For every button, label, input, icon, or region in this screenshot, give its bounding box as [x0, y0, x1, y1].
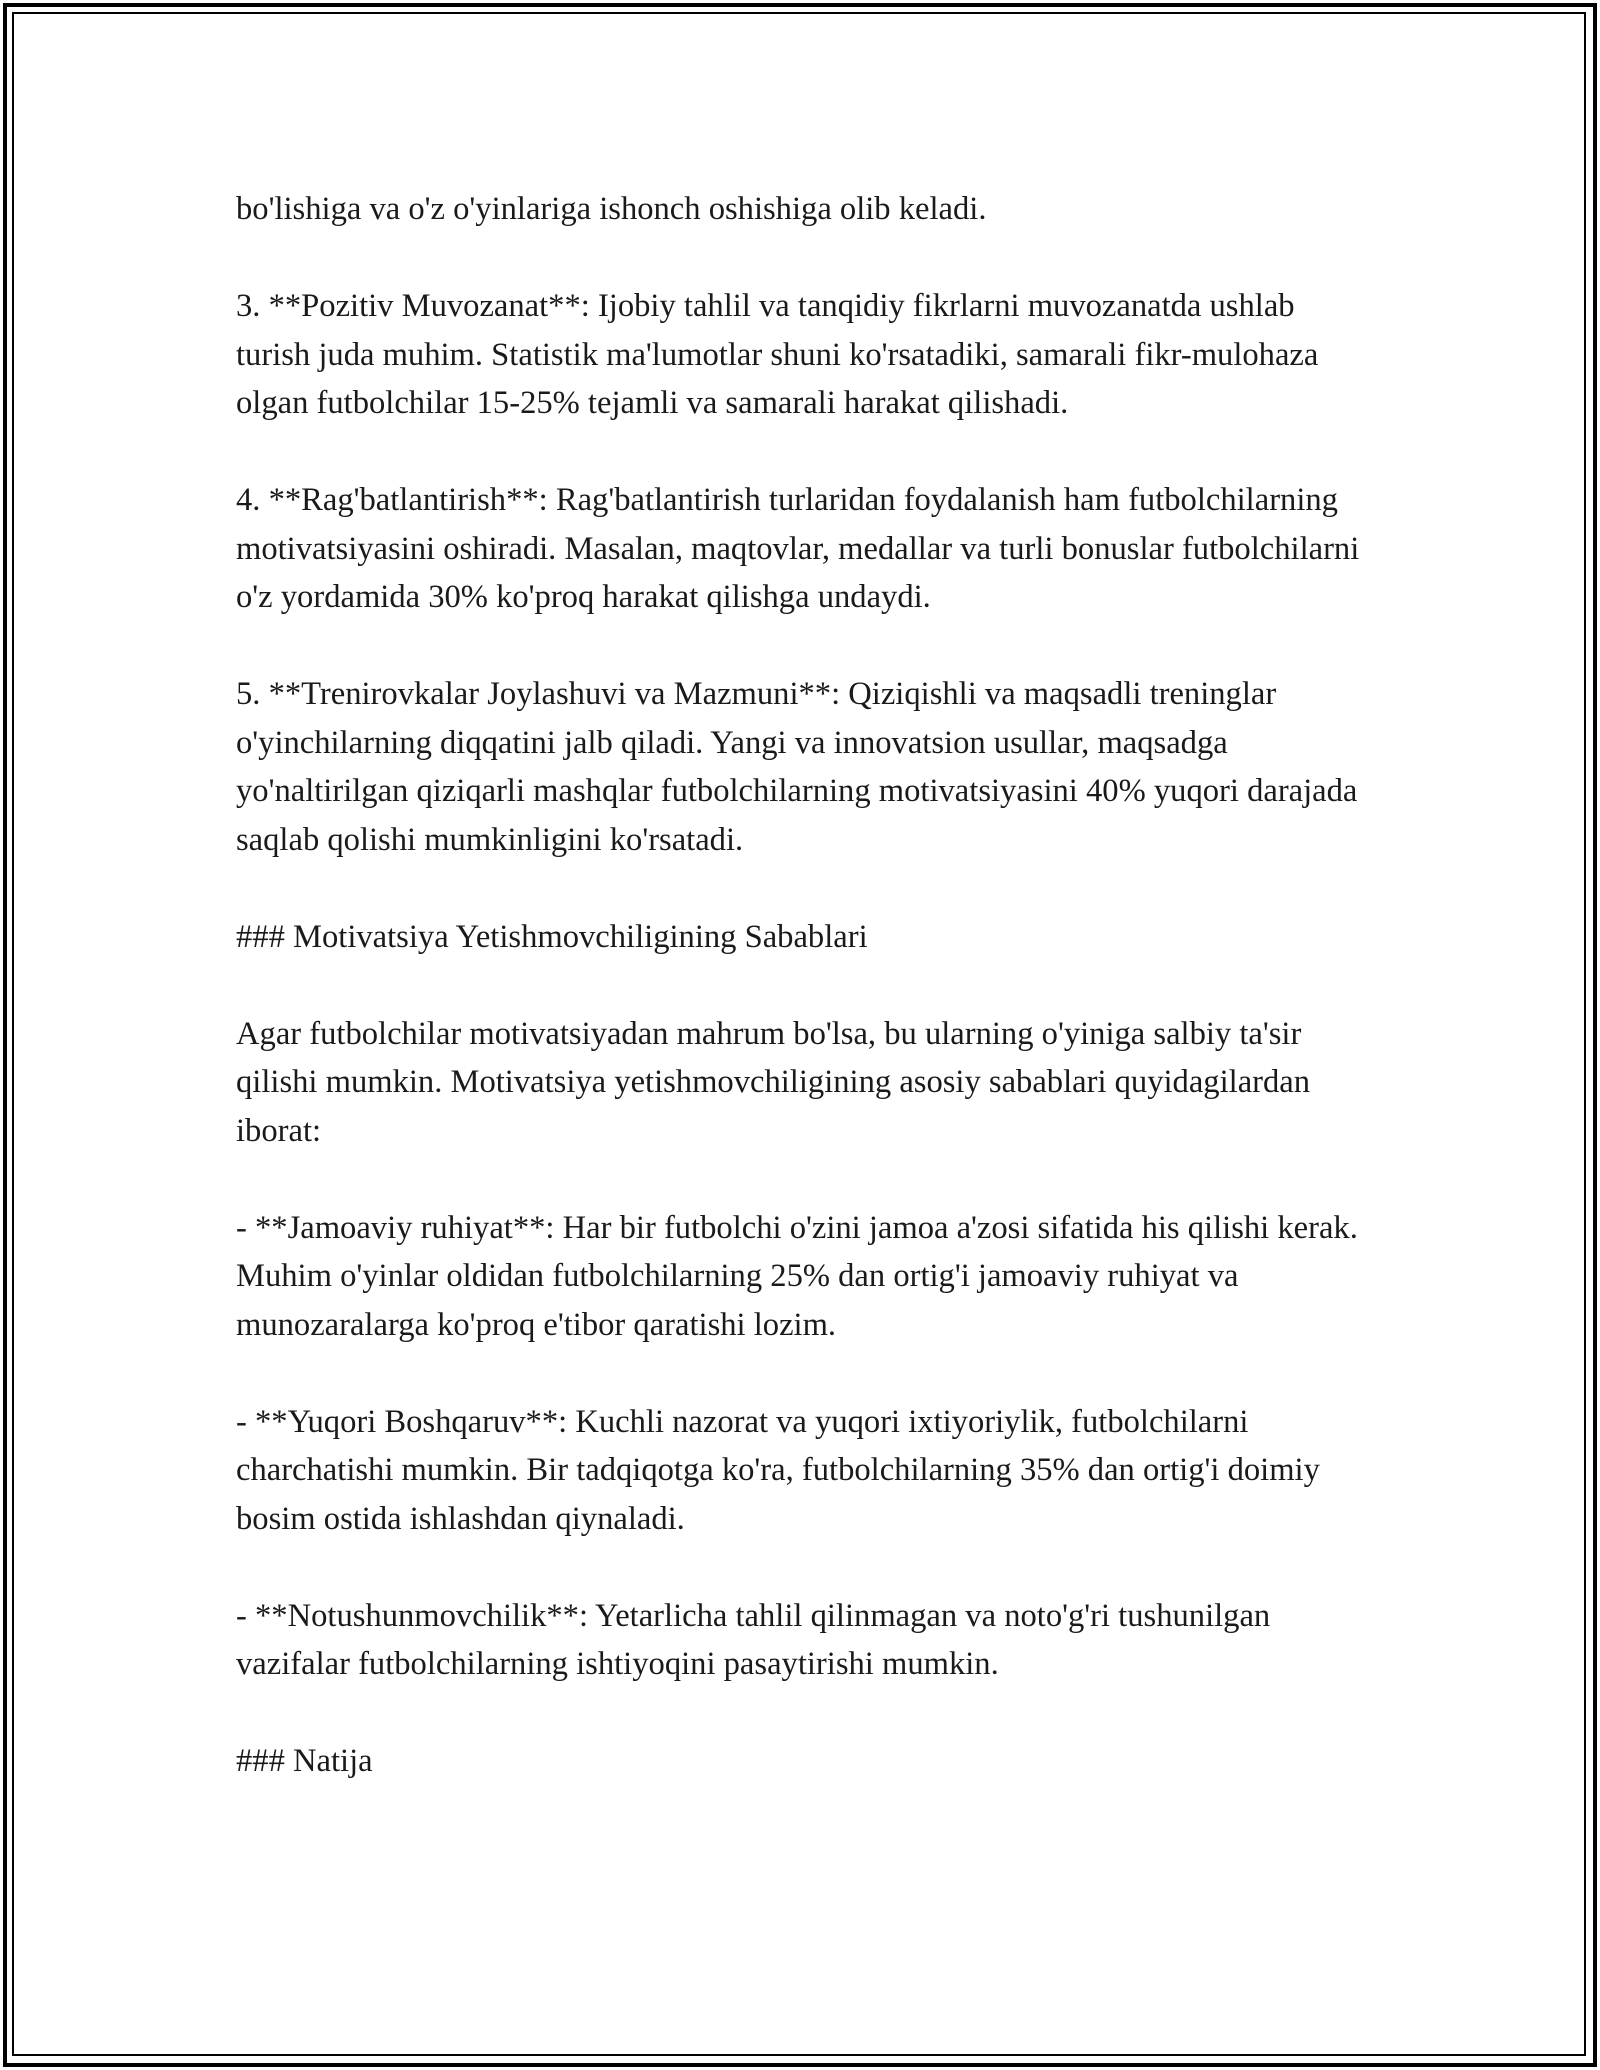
paragraph-continuation: bo'lishiga va o'z o'yinlariga ishonch oshishiga olib keladi. [236, 191, 987, 227]
list-item-pozitiv-muvozanat: 3. **Pozitiv Muvozanat**: Ijobiy tahlil va tanqidiy fikrlarni muvozanatda ushlab turish juda muhim. Statistik ma'lumotlar shuni ko'rsatadiki, samarali fikr-mulohaza olgan futbolchilar 15-25% tejamli va samarali harakat qilishadi. [236, 288, 1319, 421]
paragraph-intro-sabablari: Agar futbolchilar motivatsiyadan mahrum bo'lsa, bu ularning o'yiniga salbiy ta'sir qilishi mumkin. Motivatsiya yetishmovchiligining asosiy sabablari quyidagilardan iborat: [236, 1015, 1311, 1149]
bullet-jamoaviy-ruhiyat: - **Jamoaviy ruhiyat**: Har bir futbolchi o'zini jamoa a'zosi sifatida his qilishi kerak. Muhim o'yinlar oldidan futbolchilarning 25% dan ortig'i jamoaviy ruhiyat va munozaralarga ko'proq e'tibor qaratishi lozim. [236, 1209, 1358, 1343]
document-body [236, 185, 1376, 1786]
list-item-ragbatlantirish: 4. **Rag'batlantirish**: Rag'batlantirish turlaridan foydalanish ham futbolchilarning motivatsiyasini oshiradi. Masalan, maqtovlar, medallar va turli bonuslar futbolchilarni o'z yordamida 30% ko'proq harakat qilishga undaydi. [236, 482, 1360, 615]
list-item-trenirovkalar: 5. **Trenirovkalar Joylashuvi va Mazmuni**: Qiziqishli va maqsadli treninglar o'yinchilarning diqqatini jalb qiladi. Yangi va innovatsion usullar, maqsadga yo'naltirilgan qiziqarli mashqlar futbolchilarning motivatsiyasini 40% yuqori darajada saqlab qolishi mumkinligini ko'rsatadi. [236, 676, 1358, 858]
section-heading-natija: ### Natija [236, 1743, 373, 1779]
section-heading-sabablari: ### Motivatsiya Yetishmovchiligining Sabablari [236, 918, 868, 955]
bullet-notushunmovchilik: - **Notushunmovchilik**: Yetarlicha tahlil qilinmagan va noto'g'ri tushunilgan vazifalar futbolchilarning ishtiyoqini pasaytirishi mumkin. [236, 1597, 1271, 1682]
bullet-yuqori-boshqaruv: - **Yuqori Boshqaruv**: Kuchli nazorat va yuqori ixtiyoriylik, futbolchilarni charchatishi mumkin. Bir tadqiqotga ko'ra, futbolchilarning 35% dan ortig'i doimiy bosim ostida ishlashdan qiynaladi. [236, 1403, 1320, 1537]
